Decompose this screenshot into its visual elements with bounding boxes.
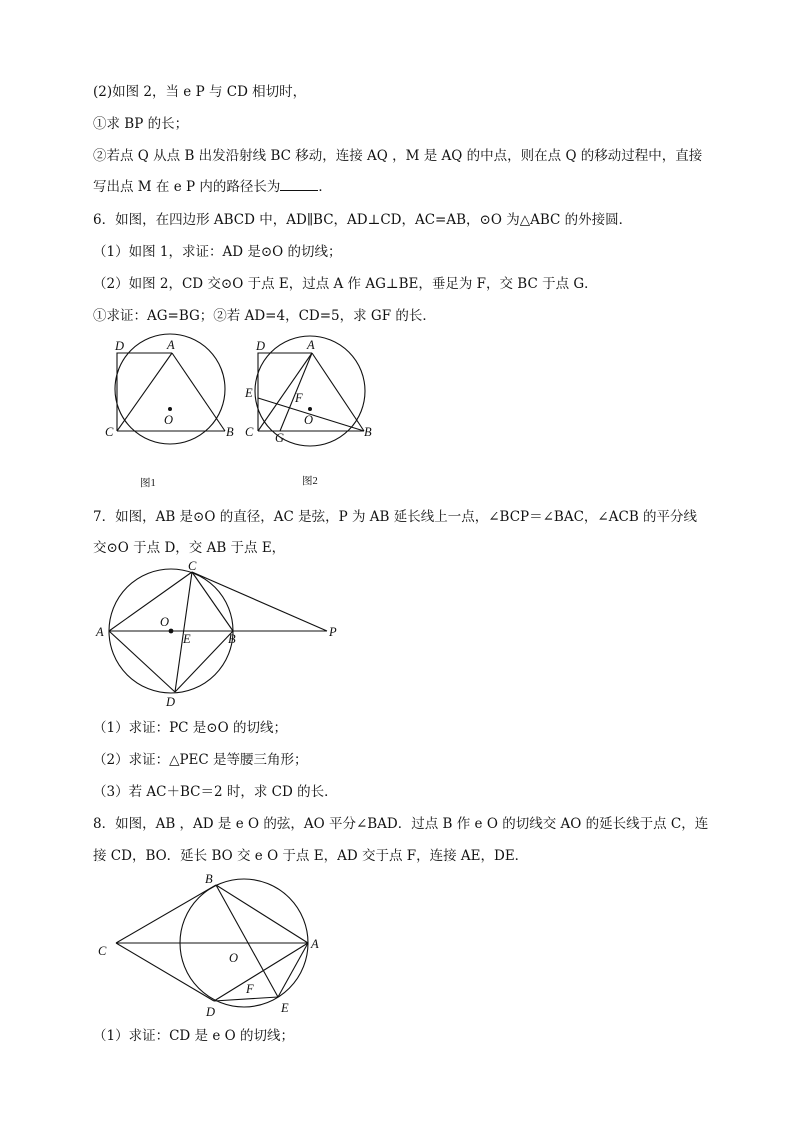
fig1-label-o: O bbox=[164, 413, 174, 427]
q5-sub2-text: 写出点 M 在 e P 内的路径长为 bbox=[93, 179, 281, 195]
fig2-label-c: C bbox=[245, 425, 254, 439]
fig2-label-d: D bbox=[256, 339, 266, 353]
fig2-label-g: G bbox=[275, 431, 285, 445]
q8-part1: （1）求证：CD 是 e O 的切线； bbox=[93, 1028, 294, 1044]
q7-stem-line1: 7．如图，AB 是⊙O 的直径，AC 是弦，P 为 AB 延长线上一点，∠BCP＝∠BAC，∠ACB 的平分线 bbox=[93, 509, 698, 525]
q8-label-e: E bbox=[281, 1001, 289, 1015]
q8-label-f: F bbox=[246, 982, 254, 996]
q6-stem: 6．如图，在四边形 ABCD 中，AD∥BC，AD⊥CD，AC=AB，⊙O 为△ABC 的外接圆． bbox=[93, 212, 633, 228]
q6-figure-2 bbox=[240, 335, 380, 495]
fig2-label-a: A bbox=[307, 338, 315, 352]
q8-label-d: D bbox=[206, 1005, 216, 1019]
answer-blank bbox=[280, 178, 318, 191]
fig2-caption: 图2 bbox=[302, 476, 318, 487]
q7-label-b: B bbox=[228, 632, 236, 646]
q6-part2: （2）如图 2，CD 交⊙O 于点 E，过点 A 作 AG⊥BE，垂足为 F，交 BC 于点 G． bbox=[93, 276, 598, 292]
q8-label-o: O bbox=[229, 951, 239, 965]
q8-label-c: C bbox=[98, 944, 107, 958]
fig1-label-b: B bbox=[226, 425, 234, 439]
q5-part2: (2)如图 2，当 e P 与 CD 相切时， bbox=[93, 84, 307, 100]
q7-part1: （1）求证：PC 是⊙O 的切线； bbox=[93, 720, 287, 736]
fig2-label-f: F bbox=[295, 391, 303, 405]
q5-sub1: ①求 BP 的长； bbox=[93, 116, 189, 132]
fig1-label-c: C bbox=[105, 425, 114, 439]
q8-figure bbox=[95, 868, 330, 1020]
fig1-label-a: A bbox=[167, 338, 175, 352]
q7-figure bbox=[90, 558, 350, 710]
q7-part3: （3）若 AC＋BC＝2 时，求 CD 的长． bbox=[93, 784, 338, 800]
q6-part1: （1）如图 1，求证：AD 是⊙O 的切线； bbox=[93, 244, 342, 260]
q7-label-d: D bbox=[166, 695, 176, 709]
fig1-label-d: D bbox=[115, 339, 125, 353]
q8-stem-line2: 接 CD，BO．延长 BO 交 e O 于点 E，AD 交于点 F，连接 AE，DE． bbox=[93, 848, 529, 864]
q7-label-o: O bbox=[160, 615, 170, 629]
q8-label-b: B bbox=[205, 872, 213, 886]
q7-label-p: P bbox=[329, 625, 337, 639]
q5-sub2-line1: ②若点 Q 从点 B 出发沿射线 BC 移动，连接 AQ ，M 是 AQ 的中点，则在点 Q 的移动过程中，直接 bbox=[93, 148, 703, 164]
q7-label-e: E bbox=[183, 632, 191, 646]
fig1-caption: 图1 bbox=[140, 478, 156, 489]
q7-label-c: C bbox=[188, 559, 197, 573]
q5-sub2-line2: 写出点 M 在 e P 内的路径长为 ． bbox=[93, 179, 332, 195]
fig2-label-o: O bbox=[304, 413, 314, 427]
q6-figure-1 bbox=[105, 335, 240, 495]
q6-part3: ①求证：AG=BG；②若 AD=4，CD=5，求 GF 的长． bbox=[93, 308, 436, 324]
q7-stem-line2: 交⊙O 于点 D，交 AB 于点 E， bbox=[93, 540, 286, 556]
q8-stem-line1: 8．如图，AB ，AD 是 e O 的弦，AO 平分∠BAD．过点 B 作 e O 的切线交 AO 的延长线于点 C，连 bbox=[93, 816, 709, 832]
fig2-label-e: E bbox=[245, 386, 253, 400]
q7-part2: （2）求证：△PEC 是等腰三角形； bbox=[93, 752, 308, 768]
q8-label-a: A bbox=[311, 937, 319, 951]
q7-label-a: A bbox=[96, 625, 104, 639]
fig2-label-b: B bbox=[364, 425, 372, 439]
